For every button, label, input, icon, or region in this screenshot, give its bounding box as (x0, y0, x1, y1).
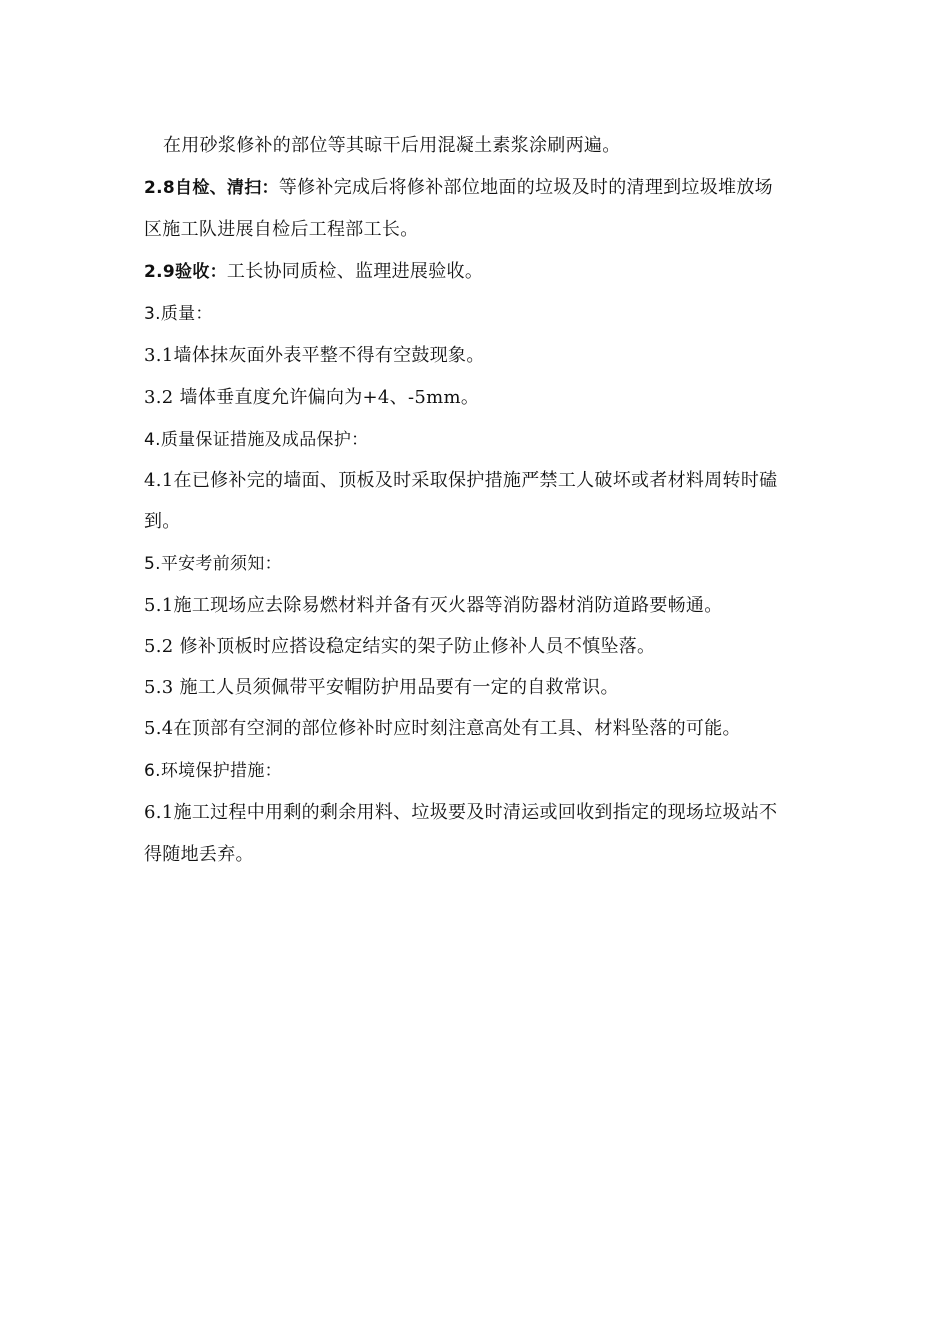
item-5-3: 5.3 施工人员须佩带平安帽防护用品要有一定的自救常识。 (144, 677, 619, 698)
section-2-8-heading: 2.8自检、清扫： (144, 178, 279, 198)
item-4-1-continuation: 到。 (144, 511, 181, 532)
section-3-heading: 3.质量： (144, 304, 213, 324)
item-6-1: 6.1施工过程中用剩的剩余用料、垃圾要及时清运或回收到指定的现场垃圾站不 (144, 802, 778, 823)
item-3-1: 3.1墙体抹灰面外表平整不得有空鼓现象。 (144, 345, 485, 366)
section-5-heading: 5.平安考前须知： (144, 554, 282, 574)
section-2-9-text: 工长协同质检、监理进展验收。 (226, 261, 484, 282)
section-2-9 (144, 260, 824, 284)
item-6-1-continuation: 得随地丢弃。 (144, 844, 254, 865)
section-2-8 (144, 176, 824, 200)
item-3-2: 3.2 墙体垂直度允许偏向为+4、-5mm。 (144, 387, 480, 408)
paragraph-mortar-coating: 在用砂浆修补的部位等其晾干后用混凝土素浆涂刷两遍。 (163, 135, 621, 156)
section-2-8-text: 等修补完成后将修补部位地面的垃圾及时的清理到垃圾堆放场 (278, 177, 773, 198)
item-5-1: 5.1施工现场应去除易燃材料并备有灭火器等消防器材消防道路要畅通。 (144, 595, 723, 616)
item-5-4: 5.4在顶部有空洞的部位修补时应时刻注意高处有工具、材料坠落的可能。 (144, 718, 741, 739)
section-2-9-heading: 2.9验收： (144, 262, 227, 282)
section-6-heading: 6.环境保护措施： (144, 761, 282, 781)
item-5-2: 5.2 修补顶板时应搭设稳定结实的架子防止修补人员不慎坠落。 (144, 636, 656, 657)
section-2-8-continuation: 区施工队进展自检后工程部工长。 (144, 219, 419, 240)
section-4-heading: 4.质量保证措施及成品保护： (144, 430, 369, 450)
item-4-1: 4.1在已修补完的墙面、顶板及时采取保护措施严禁工人破坏或者材料周转时磕 (144, 470, 778, 491)
